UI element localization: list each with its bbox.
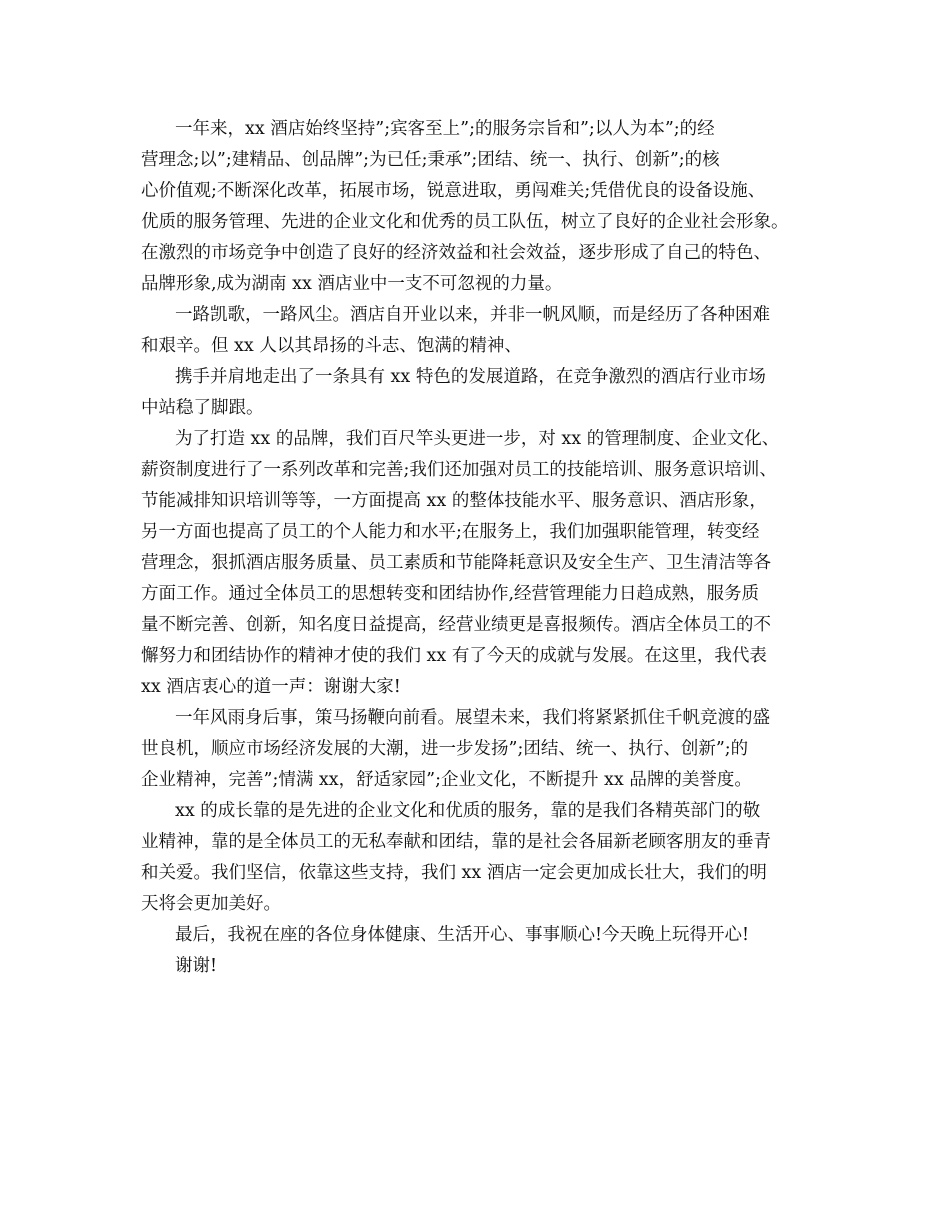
text-line: 另一方面也提高了员工的个人能力和水平;在服务上，我们加强职能管理，转变经 [141,522,760,542]
text-line: xx 酒店衷心的道一声：谢谢大家! [141,677,401,697]
text-line: 企业精神，完善”;情满 xx，舒适家园”;企业文化，不断提升 xx 品牌的美誉度。 [141,770,752,790]
text-line: 天将会更加美好。 [141,894,281,914]
text-line: 薪资制度进行了一系列改革和完善;我们还加强对员工的技能培训、服务意识培训、 [141,460,777,480]
document-body [141,114,831,982]
text-line: 心价值观;不断深化改革，拓展市场，锐意进取，勇闯难关;凭借优良的设备设施、 [141,181,766,201]
text-line: 品牌形象,成为湖南 xx 酒店业中一支不可忽视的力量。 [141,274,563,294]
text-line: 懈努力和团结协作的精神才使的我们 xx 有了今天的成就与发展。在这里，我代表 [141,646,767,666]
text-line: 谢谢! [175,956,218,976]
text-line: 携手并肩地走出了一条具有 xx 特色的发展道路，在竞争激烈的酒店行业市场 [175,367,766,387]
text-line: 量不断完善、创新，知名度日益提高，经营业绩更是喜报频传。酒店全体员工的不 [141,615,771,635]
text-line: 业精神，靠的是全体员工的无私奉献和团结，靠的是社会各届新老顾客朋友的垂青 [141,832,771,852]
text-line: 和艰辛。但 xx 人以其昂扬的斗志、饱满的精神、 [141,336,522,356]
text-line: 和关爱。我们坚信，依靠这些支持，我们 xx 酒店一定会更加成长壮大，我们的明 [141,863,767,883]
text-line: 在激烈的市场竞争中创造了良好的经济效益和社会效益，逐步形成了自己的特色、 [141,243,771,263]
text-line: 一路凯歌，一路风尘。酒店自开业以来，并非一帆风顺，而是经历了各种困难 [175,305,770,325]
text-line: 优质的服务管理、先进的企业文化和优秀的员工队伍，树立了良好的企业社会形象。 [141,212,789,232]
text-line: 营理念;以”;建精品、创品牌”;为已任;秉承”;团结、统一、执行、创新”;的核 [141,150,720,170]
text-line: 世良机，顺应市场经济发展的大潮，进一步发扬”;团结、统一、执行、创新”;的 [141,739,749,759]
text-line: 方面工作。通过全体员工的思想转变和团结协作,经营管理能力日趋成熟，服务质 [141,584,760,604]
text-line: 最后，我祝在座的各位身体健康、生活开心、事事顺心!今天晚上玩得开心! [175,925,750,945]
text-line: 一年来，xx 酒店始终坚持”;宾客至上”;的服务宗旨和”;以人为本”;的经 [175,119,715,139]
text-line: 一年风雨身后事，策马扬鞭向前看。展望未来，我们将紧紧抓住千帆竞渡的盛 [175,708,770,728]
text-line: 节能减排知识培训等等，一方面提高 xx 的整体技能水平、服务意识、酒店形象， [141,491,767,511]
text-line: 为了打造 xx 的品牌，我们百尺竿头更进一步，对 xx 的管理制度、企业文化、 [175,429,780,449]
text-line: xx 的成长靠的是先进的企业文化和优质的服务，靠的是我们各精英部门的敬 [175,801,761,821]
text-line: 中站稳了脚跟。 [141,398,264,418]
text-line: 营理念，狠抓酒店服务质量、员工素质和节能降耗意识及安全生产、卫生清洁等各 [141,553,771,573]
